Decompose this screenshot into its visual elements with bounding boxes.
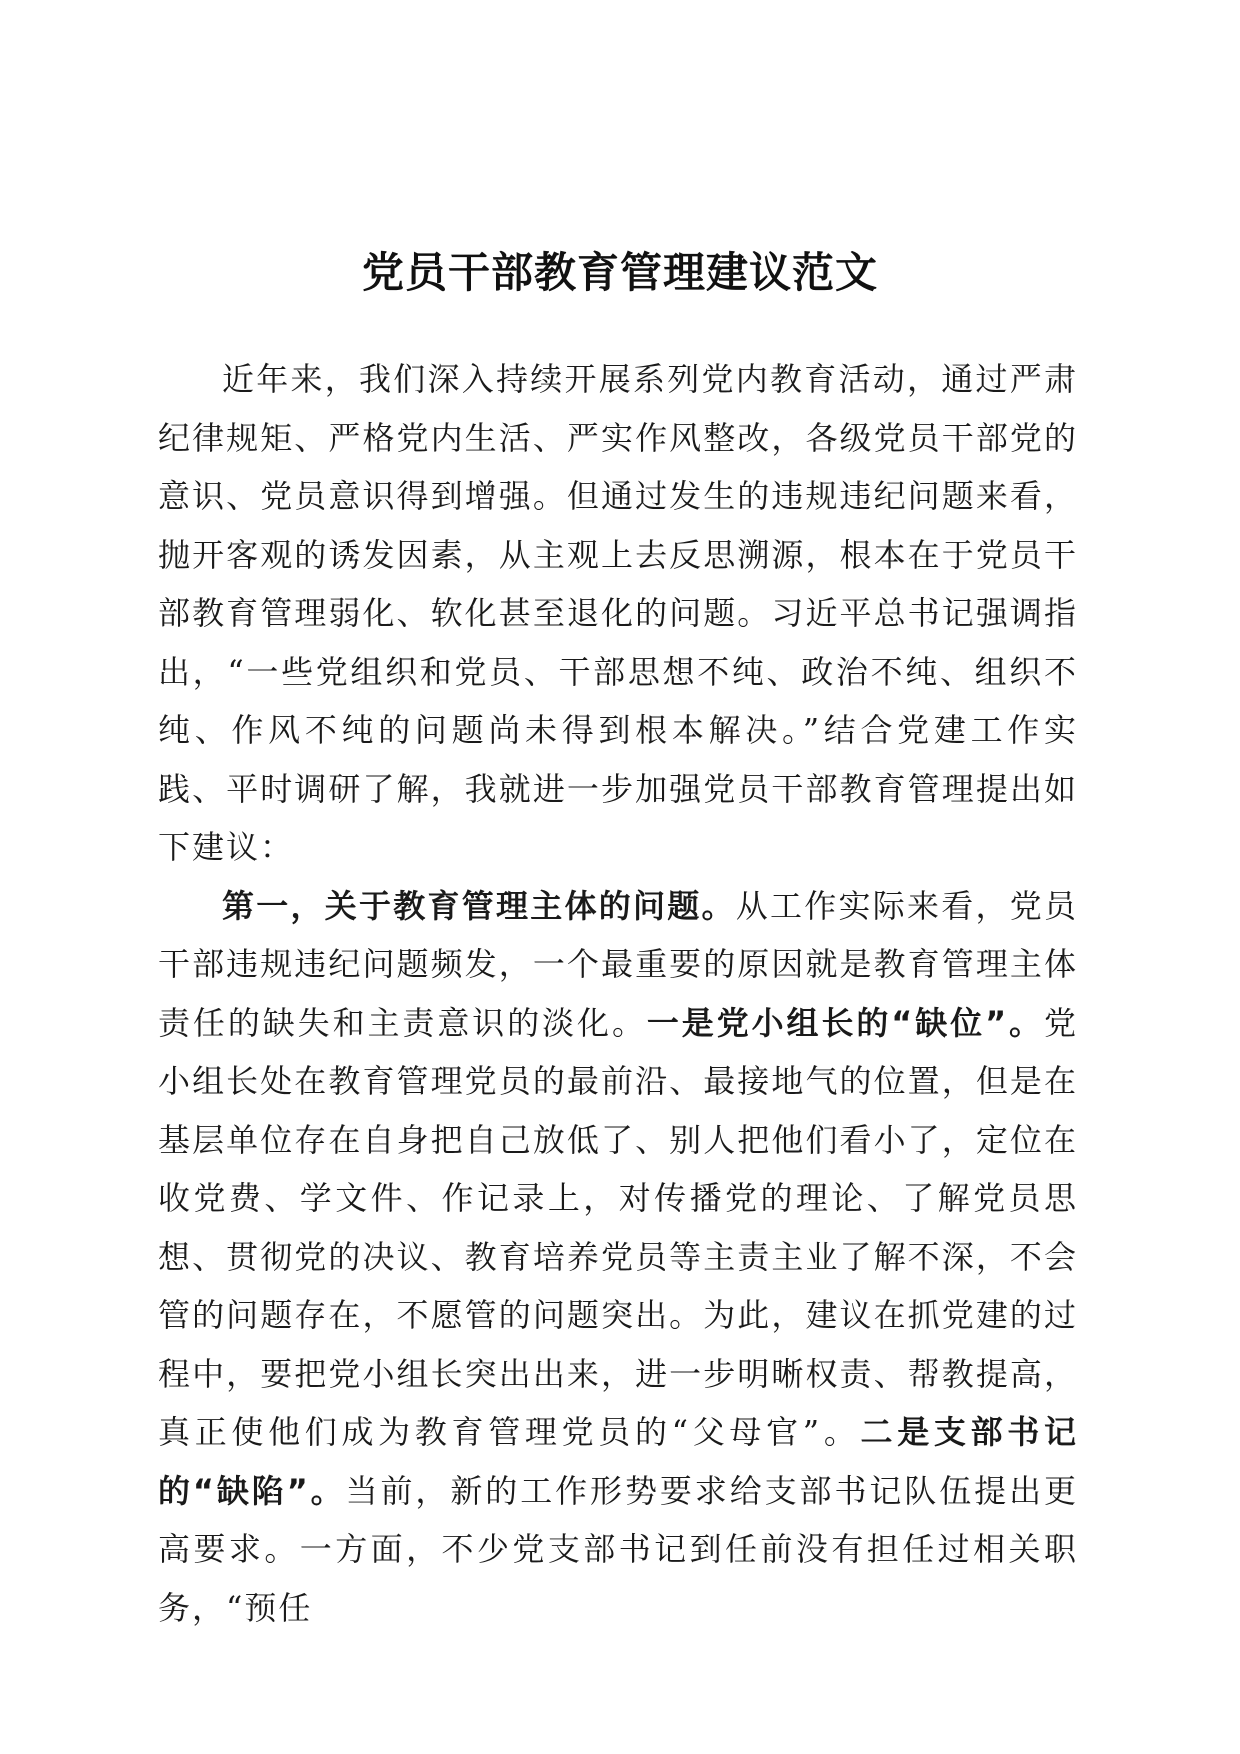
- point-heading-1: 一是党小组长的“缺位”。: [646, 1003, 1044, 1042]
- paragraph-intro: 近年来，我们深入持续开展系列党内教育活动，通过严肃纪律规矩、严格党内生活、严实作风整改，各级党员干部党的意识、党员意识得到增强。但通过发生的违规违纪问题来看，抛开客观的诱发因素，从主观上去反思溯源，根本在于党员干部教育管理弱化、软化甚至退化的问题。习近平总书记强调指出，“一些党组织和党员、干部思想不纯、政治不纯、组织不纯、作风不纯的问题尚未得到根本解决。”结合党建工作实践、平时调研了解，我就进一步加强党员干部教育管理提出如下建议：: [158, 360, 1078, 866]
- document-title: 党员干部教育管理建议范文: [361, 248, 878, 297]
- point-heading-2: 二是支部书记的“缺陷”。: [158, 1413, 1078, 1510]
- paragraph-first-point: [158, 877, 1078, 1638]
- point-text-2: 当前，新的工作形势要求给支部书记队伍提出更高要求。一方面，不少党支部书记到任前没有担任过相关职务，“预任: [158, 1471, 1078, 1627]
- point-text-1: 党小组长处在教育管理党员的最前沿、最接地气的位置，但是在基层单位存在自身把自己放低了、别人把他们看小了，定位在收党费、学文件、作记录上，对传播党的理论、了解党员思想、贯彻党的决议、教育培养党员等主责主业了解不深，不会管的问题存在，不愿管的问题突出。为此，建议在抓党建的过程中，要把党小组长突出出来，进一步明晰权责、帮教提高，真正使他们成为教育管理党员的“父母官”。: [158, 1003, 1078, 1451]
- document-body: [158, 350, 1078, 1637]
- section-text: 从工作实际来看，党员干部违规违纪问题频发，一个最重要的原因就是教育管理主体责任的缺失和主责意识的淡化。: [158, 886, 1078, 1042]
- section-heading: 第一，关于教育管理主体的问题。: [222, 886, 736, 925]
